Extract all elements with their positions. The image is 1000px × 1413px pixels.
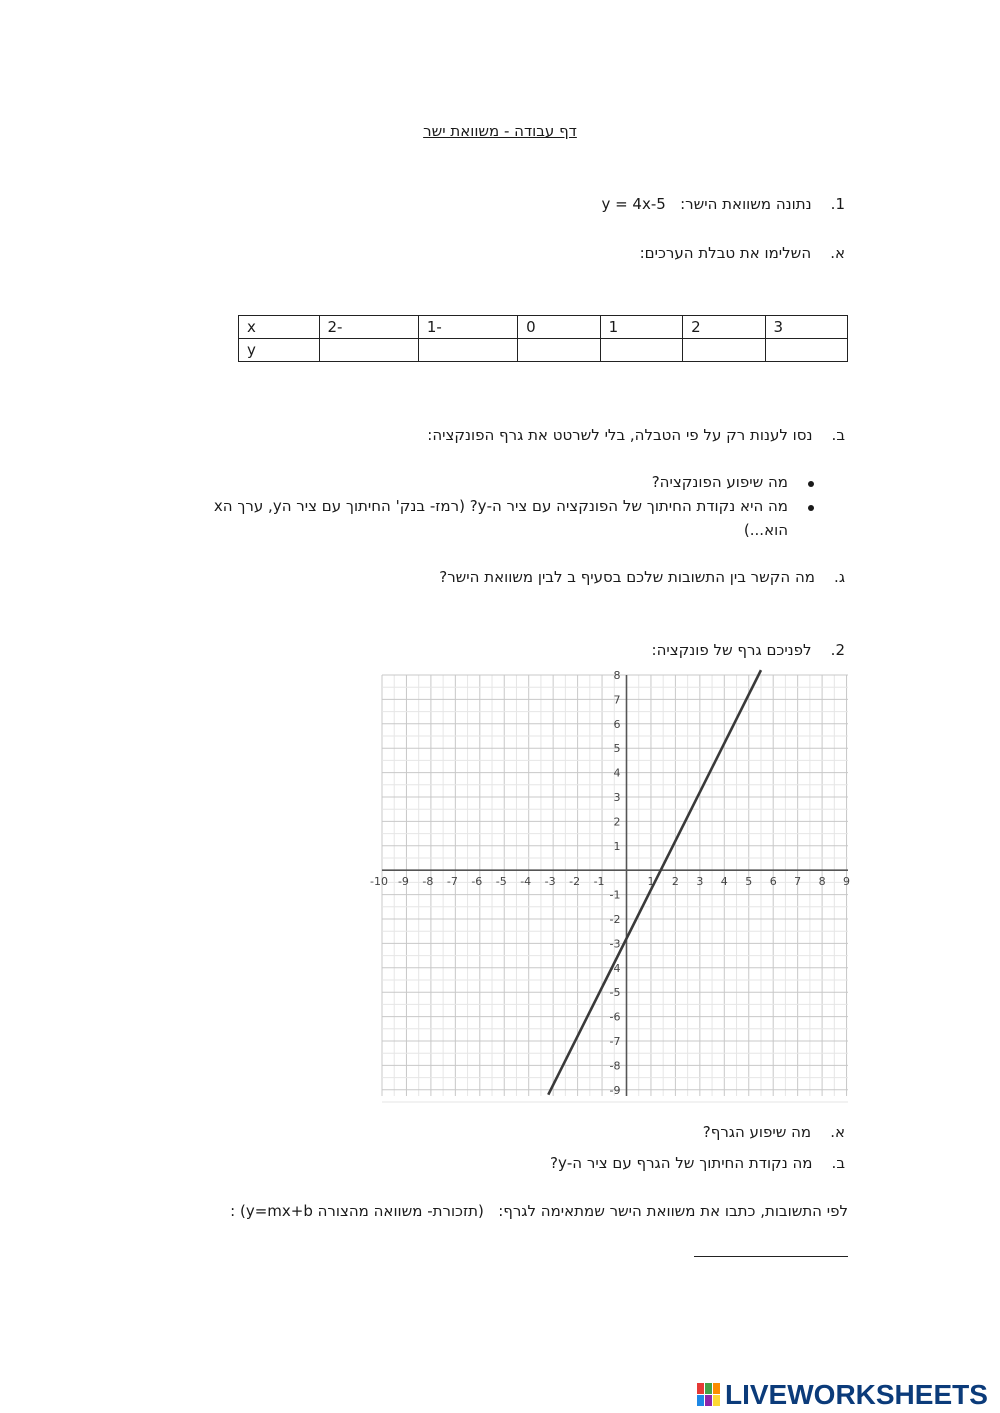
y-tick-labels: [610, 669, 621, 1097]
x-tick-label: -4: [520, 875, 532, 889]
final-text: לפי התשובות, כתבו את משוואת הישר שמתאימה לגרף:: [498, 1202, 848, 1220]
y-tick-label: -4: [609, 961, 621, 975]
table-input-y-0[interactable]: [518, 339, 600, 362]
q1b-text: נסו לענות רק על פי הטבלה, בלי לשרטט את גרף הפונקציה:: [427, 426, 813, 444]
table-row-x: [239, 316, 848, 339]
x-tick-label: -2: [569, 875, 581, 889]
y-tick-label: -1: [609, 888, 621, 902]
x-tick-label: 1: [647, 875, 655, 889]
y-tick-label: -8: [609, 1059, 621, 1073]
bullet-icon: [808, 481, 814, 487]
q2b-label: ב.: [831, 1154, 845, 1172]
q1a-line: [640, 244, 845, 262]
x-tick-label: 3: [696, 875, 704, 889]
q1c-text: מה הקשר בין התשובות שלכם בסעיף ב לבין משוואת הישר?: [439, 568, 815, 586]
y-tick-label: 6: [613, 717, 621, 731]
q1a-text: השלימו את טבלת הערכים:: [639, 244, 812, 262]
q2-text: לפניכם גרף של פונקציה:: [651, 641, 812, 659]
y-tick-label: 3: [613, 791, 621, 804]
q2a-line: [703, 1123, 845, 1141]
bullet-item-2-cont-text: הוא...): [743, 521, 788, 539]
y-tick-label: 2: [613, 815, 621, 829]
y-tick-label: -7: [609, 1035, 621, 1048]
liveworksheets-logo-text: LIVEWORKSHEETS: [725, 1379, 988, 1410]
table-cell-x-3: 3: [765, 316, 847, 339]
q1-equation: y = 4x-5: [601, 195, 666, 213]
y-tick-label: 1: [613, 839, 621, 853]
q1a-label: א.: [830, 244, 845, 262]
bullet-item-1-text: מה שיפוע הפונקציה?: [651, 473, 788, 491]
y-tick-label: -6: [609, 1010, 621, 1024]
y-tick-label: -5: [609, 986, 621, 1000]
x-tick-label: 2: [671, 875, 679, 889]
x-tick-label: -5: [495, 875, 507, 889]
q2b-text: מה נקודת החיתוך של הגרף עם ציר ה-y?: [550, 1154, 813, 1172]
liveworksheets-logo: [697, 1378, 993, 1412]
table-cell-x-1: 1: [600, 316, 682, 339]
x-tick-label: -10: [370, 875, 388, 889]
x-tick-label: 6: [769, 875, 777, 889]
q1-text: נתונה משוואת הישר:: [680, 195, 812, 213]
q1b-line: [427, 426, 845, 444]
x-tick-label: 8: [818, 875, 826, 889]
q2a-label: א.: [830, 1123, 845, 1141]
table-row-y: [239, 339, 848, 362]
y-tick-label: 4: [613, 766, 621, 780]
table-cell-x-neg1: -1: [418, 316, 517, 339]
bullet-icon: [808, 505, 814, 511]
y-tick-label: 5: [613, 742, 621, 756]
table-input-y-1[interactable]: [600, 339, 682, 362]
x-tick-label: -6: [471, 875, 483, 889]
x-tick-label: -8: [422, 875, 434, 889]
q1-number: 1.: [830, 195, 845, 213]
x-tick-labels: [370, 875, 850, 888]
bullet-item-2-cont: [744, 521, 788, 539]
bullet-item-2-text: מה היא נקודת החיתוך של הפונקציה עם ציר ה-y? (רמז- בנק' החיתוך עם ציר הy, ערך הx: [213, 497, 788, 515]
x-tick-label: -7: [446, 875, 458, 889]
table-header-y: y: [239, 339, 320, 362]
table-cell-x-0: 0: [518, 316, 600, 339]
table-input-y-3[interactable]: [765, 339, 847, 362]
x-tick-label: -3: [544, 875, 556, 889]
bullet-item-1: [652, 473, 788, 491]
q1c-label: ג.: [834, 568, 845, 586]
table-input-y-2[interactable]: [683, 339, 765, 362]
y-tick-label: 7: [613, 693, 621, 707]
y-tick-label: -3: [609, 937, 621, 951]
x-tick-label: 7: [794, 875, 802, 889]
function-graph: [370, 669, 851, 1097]
x-tick-label: -9: [397, 875, 409, 889]
q2b-line: [550, 1154, 845, 1172]
x-tick-label: 5: [745, 875, 753, 889]
x-tick-label: -1: [593, 875, 605, 889]
values-table: [238, 315, 848, 362]
y-tick-label: -9: [609, 1083, 621, 1097]
table-cell-x-2: 2: [683, 316, 765, 339]
y-tick-label: 8: [613, 669, 621, 682]
table-cell-x-neg2: -2: [319, 316, 418, 339]
x-tick-label: 9: [843, 875, 851, 889]
q2a-text: מה שיפוע הגרף?: [702, 1123, 812, 1141]
q2-number: 2.: [830, 641, 845, 659]
final-reminder: (תזכורת- משוואה מהצורה y=mx+b) :: [230, 1202, 484, 1220]
q1-line: [601, 195, 845, 213]
table-input-y-neg1[interactable]: [418, 339, 517, 362]
table-header-x: x: [239, 316, 320, 339]
x-tick-label: 4: [720, 875, 728, 889]
bullet-item-2: [214, 497, 788, 515]
answer-line-input[interactable]: [694, 1256, 848, 1257]
page-title: דף עבודה - משוואת ישר: [423, 122, 577, 140]
final-line: [230, 1202, 848, 1220]
y-tick-label: -2: [609, 913, 621, 926]
q1b-label: ב.: [831, 426, 845, 444]
table-input-y-neg2[interactable]: [319, 339, 418, 362]
q2-line: [652, 641, 845, 659]
q1c-line: [439, 568, 845, 586]
liveworksheets-logo-icon: [697, 1383, 721, 1407]
